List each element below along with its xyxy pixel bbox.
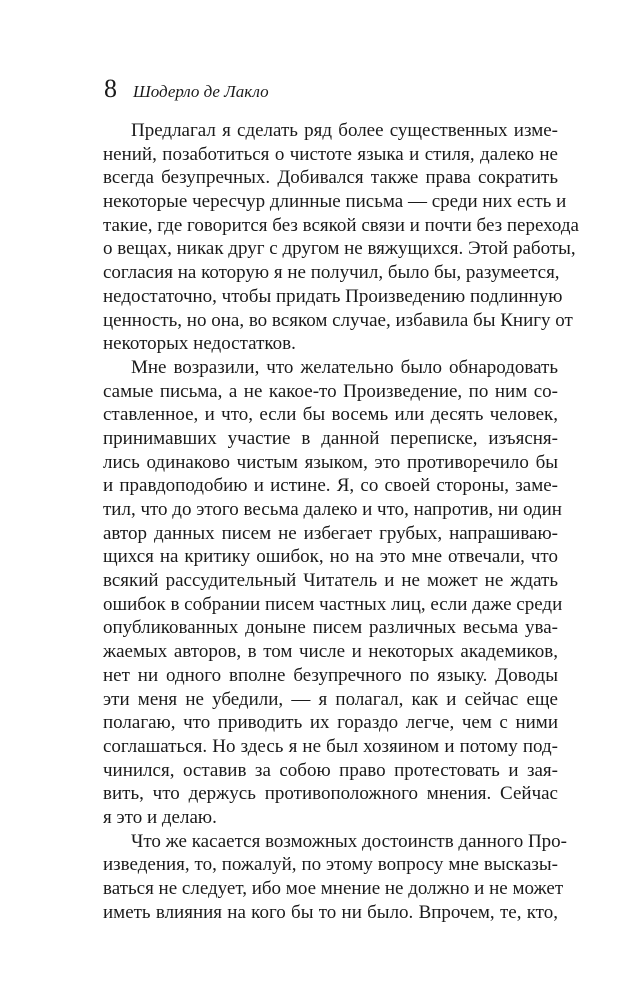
text-line: ценность, но она, во всяком случае, избавила бы Книгу от [103, 309, 573, 331]
text-line: ставленное, и что, если бы восемь или десять человек, [103, 404, 558, 426]
text-line: жаемых авторов, в том числе и некоторых академиков, [103, 641, 558, 663]
text-line: щихся на критику ошибок, но на это мне отвечали, что [103, 546, 558, 568]
text-line: полагаю, что приводить их гораздо легче, чем с ними [103, 712, 558, 734]
text-line: такие, где говорится без всякой связи и почти без перехода [103, 214, 579, 236]
text-line: и правдоподобию и истине. Я, со своей стороны, заме- [103, 475, 558, 497]
text-line: самые письма, а не какое-то Произведение, по ним со- [103, 380, 558, 402]
text-line: Мне возразили, что желательно было обнародовать [131, 356, 558, 378]
paragraph [103, 119, 579, 356]
text-line: согласия на которую я не получил, было бы, разумеется, [103, 262, 560, 284]
text-line: чинился, оставив за собою право протестовать и зая- [103, 759, 558, 781]
text-line: ошибок в собрании писем частных лиц, если даже среди [103, 593, 563, 615]
text-line: изведения, то, пожалуй, по этому вопросу мне высказы- [103, 854, 558, 876]
text-line: всякий рассудительный Читатель и не может не ждать [103, 570, 558, 592]
text-line: тил, что до этого весьма далеко и что, напротив, ни один [103, 499, 562, 520]
text-line: я это и делаю. [103, 806, 217, 828]
text-line: лись одинаково чистым языком, это противоречило бы [103, 451, 558, 473]
text-line: некоторых недостатков. [103, 333, 296, 355]
text-line: ваться не следует, ибо мое мнение не должно и не может [103, 878, 564, 899]
paragraph [103, 356, 563, 830]
text-line: опубликованных доныне писем различных весьма ува- [103, 617, 558, 639]
page-number: 8 [104, 74, 117, 103]
text-line: некоторые чересчур длинные письма — среди них есть и [103, 191, 567, 213]
text-line: соглашаться. Но здесь я не был хозяином и потому под- [103, 735, 558, 757]
text-line: недостаточно, чтобы придать Произведению подлинную [103, 285, 563, 307]
text-line: автор данных писем не избегает грубых, напрашиваю- [103, 522, 558, 544]
text-line: эти меня не убедили, — я полагал, как и сейчас еще [103, 688, 558, 710]
text-line: нет ни одного вполне безупречного по языку. Доводы [103, 664, 558, 686]
text-line: нений, позаботиться о чистоте языка и стиля, далеко не [103, 143, 558, 165]
text-line: Что же касается возможных достоинств данного Про- [131, 830, 567, 852]
running-head [104, 73, 269, 105]
body-text [103, 119, 579, 924]
text-line: Предлагал я сделать ряд более существенных изме- [131, 120, 558, 141]
paragraph [103, 830, 567, 925]
text-line: принимавших участие в данной переписке, изъясня- [103, 427, 558, 449]
running-title: Шодерло де Лакло [133, 82, 269, 101]
text-line: вить, что держусь противоположного мнения. Сейчас [103, 783, 558, 805]
text-line: всегда безупречных. Добивался также права сократить [103, 167, 558, 189]
text-line: о вещах, никак друг с другом не вяжущихся. Этой работы, [103, 238, 576, 260]
text-line: иметь влияния на кого бы то ни было. Впрочем, те, кто, [103, 901, 558, 923]
